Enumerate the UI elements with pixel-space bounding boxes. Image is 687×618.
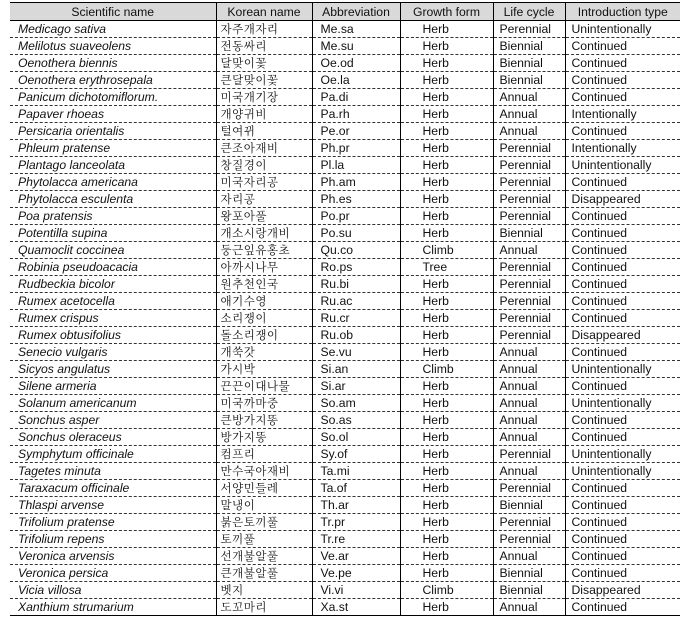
cell-korean-name: 둥근잎유홍초 (216, 242, 312, 259)
cell-scientific-name: Symphytum officinale (10, 446, 216, 463)
cell-abbreviation: Pa.rh (312, 106, 400, 123)
cell-life-cycle: Perennial (493, 446, 565, 463)
table-row (10, 429, 680, 446)
cell-korean-name: 큰달맞이꽃 (216, 72, 312, 89)
cell-growth-form: Herb (400, 157, 493, 174)
table-row (10, 140, 680, 157)
cell-abbreviation: Ve.pe (312, 565, 400, 582)
cell-korean-name: 가시박 (216, 361, 312, 378)
cell-life-cycle: Biennial (493, 497, 565, 514)
cell-introduction-type: Unintentionally (565, 463, 680, 480)
cell-korean-name: 애기수영 (216, 293, 312, 310)
cell-korean-name: 개양귀비 (216, 106, 312, 123)
cell-growth-form: Herb (400, 344, 493, 361)
cell-scientific-name: Rumex acetocella (10, 293, 216, 310)
header-row (10, 3, 680, 21)
cell-life-cycle: Annual (493, 89, 565, 106)
cell-scientific-name: Poa pratensis (10, 208, 216, 225)
table-row (10, 327, 680, 344)
cell-introduction-type: Unintentionally (565, 446, 680, 463)
cell-korean-name: 원추천인국 (216, 276, 312, 293)
cell-growth-form: Herb (400, 327, 493, 344)
cell-korean-name: 도꼬마리 (216, 599, 312, 616)
header-life-cycle: Life cycle (493, 3, 565, 21)
table-row (10, 38, 680, 55)
cell-scientific-name: Trifolium pratense (10, 514, 216, 531)
cell-introduction-type: Continued (565, 259, 680, 276)
cell-abbreviation: Pa.di (312, 89, 400, 106)
cell-growth-form: Herb (400, 429, 493, 446)
table-row (10, 55, 680, 72)
cell-introduction-type: Continued (565, 174, 680, 191)
cell-korean-name: 자리공 (216, 191, 312, 208)
table-row (10, 395, 680, 412)
cell-life-cycle: Biennial (493, 38, 565, 55)
cell-life-cycle: Biennial (493, 582, 565, 599)
cell-korean-name: 미국개기장 (216, 89, 312, 106)
cell-introduction-type: Continued (565, 480, 680, 497)
table-row (10, 548, 680, 565)
cell-korean-name: 개소시랑개비 (216, 225, 312, 242)
table-row (10, 293, 680, 310)
cell-scientific-name: Rudbeckia bicolor (10, 276, 216, 293)
cell-scientific-name: Oenothera biennis (10, 55, 216, 72)
species-table (10, 2, 680, 616)
cell-scientific-name: Vicia villosa (10, 582, 216, 599)
cell-abbreviation: Ta.of (312, 480, 400, 497)
cell-growth-form: Herb (400, 276, 493, 293)
cell-growth-form: Herb (400, 310, 493, 327)
cell-life-cycle: Perennial (493, 480, 565, 497)
cell-abbreviation: Tr.re (312, 531, 400, 548)
cell-growth-form: Herb (400, 89, 493, 106)
header-scientific-name: Scientific name (10, 3, 216, 21)
cell-abbreviation: So.am (312, 395, 400, 412)
cell-korean-name: 컴프리 (216, 446, 312, 463)
table-row (10, 378, 680, 395)
cell-scientific-name: Tagetes minuta (10, 463, 216, 480)
cell-korean-name: 벳지 (216, 582, 312, 599)
cell-scientific-name: Persicaria orientalis (10, 123, 216, 140)
cell-scientific-name: Medicago sativa (10, 21, 216, 38)
cell-abbreviation: Si.ar (312, 378, 400, 395)
cell-growth-form: Herb (400, 174, 493, 191)
cell-introduction-type: Unintentionally (565, 21, 680, 38)
cell-introduction-type: Continued (565, 89, 680, 106)
table-row (10, 21, 680, 38)
cell-introduction-type: Continued (565, 310, 680, 327)
cell-korean-name: 자주개자리 (216, 21, 312, 38)
table-row (10, 72, 680, 89)
cell-life-cycle: Perennial (493, 310, 565, 327)
cell-growth-form: Herb (400, 463, 493, 480)
cell-korean-name: 아까시나무 (216, 259, 312, 276)
cell-life-cycle: Annual (493, 242, 565, 259)
cell-korean-name: 털여뀌 (216, 123, 312, 140)
cell-scientific-name: Papaver rhoeas (10, 106, 216, 123)
cell-introduction-type: Disappeared (565, 582, 680, 599)
cell-korean-name: 창질경이 (216, 157, 312, 174)
table-row (10, 259, 680, 276)
cell-korean-name: 큰조아재비 (216, 140, 312, 157)
cell-abbreviation: Me.su (312, 38, 400, 55)
table-row (10, 531, 680, 548)
cell-abbreviation: Ru.cr (312, 310, 400, 327)
cell-korean-name: 돌소리쟁이 (216, 327, 312, 344)
table-row (10, 497, 680, 514)
cell-life-cycle: Annual (493, 378, 565, 395)
cell-korean-name: 미국자리공 (216, 174, 312, 191)
table-row (10, 582, 680, 599)
cell-introduction-type: Continued (565, 123, 680, 140)
cell-life-cycle: Biennial (493, 55, 565, 72)
cell-life-cycle: Perennial (493, 208, 565, 225)
cell-abbreviation: Oe.la (312, 72, 400, 89)
cell-introduction-type: Intentionally (565, 140, 680, 157)
table-row (10, 412, 680, 429)
cell-growth-form: Herb (400, 531, 493, 548)
cell-introduction-type: Disappeared (565, 191, 680, 208)
cell-introduction-type: Continued (565, 225, 680, 242)
cell-korean-name: 방가지똥 (216, 429, 312, 446)
cell-abbreviation: Ph.es (312, 191, 400, 208)
cell-growth-form: Herb (400, 412, 493, 429)
cell-growth-form: Herb (400, 55, 493, 72)
cell-korean-name: 달맞이꽃 (216, 55, 312, 72)
cell-life-cycle: Perennial (493, 157, 565, 174)
cell-korean-name: 개쑥갓 (216, 344, 312, 361)
cell-introduction-type: Continued (565, 242, 680, 259)
cell-introduction-type: Unintentionally (565, 361, 680, 378)
cell-korean-name: 만수국아재비 (216, 463, 312, 480)
cell-abbreviation: Ru.bi (312, 276, 400, 293)
table-header (10, 3, 680, 21)
cell-introduction-type: Continued (565, 72, 680, 89)
cell-life-cycle: Perennial (493, 191, 565, 208)
cell-scientific-name: Robinia pseudoacacia (10, 259, 216, 276)
cell-scientific-name: Quamoclit coccinea (10, 242, 216, 259)
cell-life-cycle: Perennial (493, 259, 565, 276)
cell-introduction-type: Continued (565, 599, 680, 616)
cell-life-cycle: Annual (493, 429, 565, 446)
cell-introduction-type: Continued (565, 548, 680, 565)
cell-growth-form: Herb (400, 599, 493, 616)
table-row (10, 599, 680, 616)
cell-life-cycle: Annual (493, 463, 565, 480)
cell-growth-form: Herb (400, 548, 493, 565)
cell-life-cycle: Annual (493, 361, 565, 378)
cell-scientific-name: Thlaspi arvense (10, 497, 216, 514)
cell-introduction-type: Continued (565, 412, 680, 429)
cell-abbreviation: So.ol (312, 429, 400, 446)
cell-scientific-name: Taraxacum officinale (10, 480, 216, 497)
cell-life-cycle: Biennial (493, 225, 565, 242)
cell-abbreviation: Pl.la (312, 157, 400, 174)
cell-scientific-name: Phytolacca americana (10, 174, 216, 191)
cell-abbreviation: Qu.co (312, 242, 400, 259)
cell-growth-form: Herb (400, 225, 493, 242)
cell-scientific-name: Solanum americanum (10, 395, 216, 412)
table-row (10, 225, 680, 242)
cell-abbreviation: Se.vu (312, 344, 400, 361)
cell-scientific-name: Sonchus asper (10, 412, 216, 429)
cell-korean-name: 토끼풀 (216, 531, 312, 548)
table-row (10, 276, 680, 293)
cell-scientific-name: Sicyos angulatus (10, 361, 216, 378)
cell-abbreviation: So.as (312, 412, 400, 429)
cell-introduction-type: Continued (565, 531, 680, 548)
cell-growth-form: Climb (400, 361, 493, 378)
cell-scientific-name: Sonchus oleraceus (10, 429, 216, 446)
cell-scientific-name: Xanthium strumarium (10, 599, 216, 616)
cell-growth-form: Herb (400, 293, 493, 310)
table-row (10, 565, 680, 582)
cell-introduction-type: Continued (565, 565, 680, 582)
cell-abbreviation: Si.an (312, 361, 400, 378)
table-row (10, 242, 680, 259)
table-row (10, 361, 680, 378)
cell-introduction-type: Continued (565, 497, 680, 514)
table-row (10, 106, 680, 123)
cell-introduction-type: Continued (565, 208, 680, 225)
cell-korean-name: 끈끈이대나물 (216, 378, 312, 395)
cell-scientific-name: Veronica persica (10, 565, 216, 582)
cell-scientific-name: Potentilla supina (10, 225, 216, 242)
cell-abbreviation: Ro.ps (312, 259, 400, 276)
cell-life-cycle: Biennial (493, 565, 565, 582)
cell-growth-form: Herb (400, 497, 493, 514)
table-row (10, 344, 680, 361)
cell-growth-form: Herb (400, 395, 493, 412)
cell-introduction-type: Continued (565, 378, 680, 395)
cell-introduction-type: Continued (565, 344, 680, 361)
cell-scientific-name: Veronica arvensis (10, 548, 216, 565)
cell-life-cycle: Perennial (493, 293, 565, 310)
cell-scientific-name: Silene armeria (10, 378, 216, 395)
cell-growth-form: Herb (400, 72, 493, 89)
table-row (10, 514, 680, 531)
cell-scientific-name: Oenothera erythrosepala (10, 72, 216, 89)
cell-korean-name: 큰개불알풀 (216, 565, 312, 582)
cell-growth-form: Herb (400, 565, 493, 582)
cell-korean-name: 서양민들레 (216, 480, 312, 497)
cell-scientific-name: Trifolium repens (10, 531, 216, 548)
cell-abbreviation: Tr.pr (312, 514, 400, 531)
cell-growth-form: Herb (400, 123, 493, 140)
cell-scientific-name: Rumex crispus (10, 310, 216, 327)
table-row (10, 310, 680, 327)
header-abbreviation: Abbreviation (312, 3, 400, 21)
header-introduction-type: Introduction type (565, 3, 680, 21)
cell-life-cycle: Annual (493, 123, 565, 140)
cell-abbreviation: Ru.ob (312, 327, 400, 344)
table-row (10, 89, 680, 106)
cell-introduction-type: Disappeared (565, 327, 680, 344)
cell-korean-name: 큰방가지똥 (216, 412, 312, 429)
table-row (10, 191, 680, 208)
cell-scientific-name: Senecio vulgaris (10, 344, 216, 361)
cell-life-cycle: Perennial (493, 514, 565, 531)
cell-abbreviation: Xa.st (312, 599, 400, 616)
cell-life-cycle: Biennial (493, 72, 565, 89)
cell-introduction-type: Intentionally (565, 106, 680, 123)
table-row (10, 480, 680, 497)
cell-life-cycle: Annual (493, 344, 565, 361)
cell-korean-name: 말냉이 (216, 497, 312, 514)
cell-growth-form: Herb (400, 514, 493, 531)
table-row (10, 157, 680, 174)
table-row (10, 123, 680, 140)
cell-abbreviation: Vi.vi (312, 582, 400, 599)
cell-life-cycle: Annual (493, 395, 565, 412)
cell-abbreviation: Po.su (312, 225, 400, 242)
cell-life-cycle: Perennial (493, 276, 565, 293)
cell-abbreviation: Me.sa (312, 21, 400, 38)
cell-scientific-name: Rumex obtusifolius (10, 327, 216, 344)
cell-abbreviation: Ru.ac (312, 293, 400, 310)
cell-korean-name: 붉은토끼풀 (216, 514, 312, 531)
cell-growth-form: Tree (400, 259, 493, 276)
table-body (10, 21, 680, 616)
cell-introduction-type: Unintentionally (565, 395, 680, 412)
cell-abbreviation: Pe.or (312, 123, 400, 140)
cell-introduction-type: Continued (565, 514, 680, 531)
cell-growth-form: Herb (400, 21, 493, 38)
cell-growth-form: Herb (400, 106, 493, 123)
cell-abbreviation: Ph.am (312, 174, 400, 191)
cell-growth-form: Climb (400, 242, 493, 259)
cell-korean-name: 소리쟁이 (216, 310, 312, 327)
cell-abbreviation: Sy.of (312, 446, 400, 463)
cell-abbreviation: Oe.od (312, 55, 400, 72)
cell-abbreviation: Ta.mi (312, 463, 400, 480)
cell-abbreviation: Th.ar (312, 497, 400, 514)
cell-growth-form: Herb (400, 378, 493, 395)
cell-scientific-name: Phleum pratense (10, 140, 216, 157)
cell-scientific-name: Phytolacca esculenta (10, 191, 216, 208)
table-row (10, 208, 680, 225)
cell-introduction-type: Continued (565, 429, 680, 446)
cell-abbreviation: Ph.pr (312, 140, 400, 157)
cell-life-cycle: Annual (493, 106, 565, 123)
cell-korean-name: 미국까마중 (216, 395, 312, 412)
cell-korean-name: 왕포아풀 (216, 208, 312, 225)
table-row (10, 174, 680, 191)
cell-korean-name: 선개불알풀 (216, 548, 312, 565)
cell-growth-form: Herb (400, 140, 493, 157)
cell-growth-form: Herb (400, 480, 493, 497)
cell-growth-form: Climb (400, 582, 493, 599)
cell-growth-form: Herb (400, 446, 493, 463)
table-row (10, 446, 680, 463)
cell-scientific-name: Melilotus suaveolens (10, 38, 216, 55)
cell-introduction-type: Continued (565, 276, 680, 293)
cell-life-cycle: Perennial (493, 140, 565, 157)
cell-scientific-name: Panicum dichotomiflorum. (10, 89, 216, 106)
header-growth-form: Growth form (400, 3, 493, 21)
header-korean-name: Korean name (216, 3, 312, 21)
cell-life-cycle: Perennial (493, 174, 565, 191)
cell-growth-form: Herb (400, 191, 493, 208)
cell-scientific-name: Plantago lanceolata (10, 157, 216, 174)
cell-abbreviation: Po.pr (312, 208, 400, 225)
cell-introduction-type: Unintentionally (565, 157, 680, 174)
cell-growth-form: Herb (400, 38, 493, 55)
table-row (10, 463, 680, 480)
cell-life-cycle: Perennial (493, 21, 565, 38)
cell-abbreviation: Ve.ar (312, 548, 400, 565)
cell-life-cycle: Annual (493, 548, 565, 565)
cell-life-cycle: Annual (493, 412, 565, 429)
cell-life-cycle: Perennial (493, 531, 565, 548)
cell-life-cycle: Annual (493, 599, 565, 616)
cell-introduction-type: Continued (565, 293, 680, 310)
cell-introduction-type: Continued (565, 55, 680, 72)
cell-growth-form: Herb (400, 208, 493, 225)
cell-korean-name: 전동싸리 (216, 38, 312, 55)
cell-life-cycle: Perennial (493, 327, 565, 344)
cell-introduction-type: Continued (565, 38, 680, 55)
